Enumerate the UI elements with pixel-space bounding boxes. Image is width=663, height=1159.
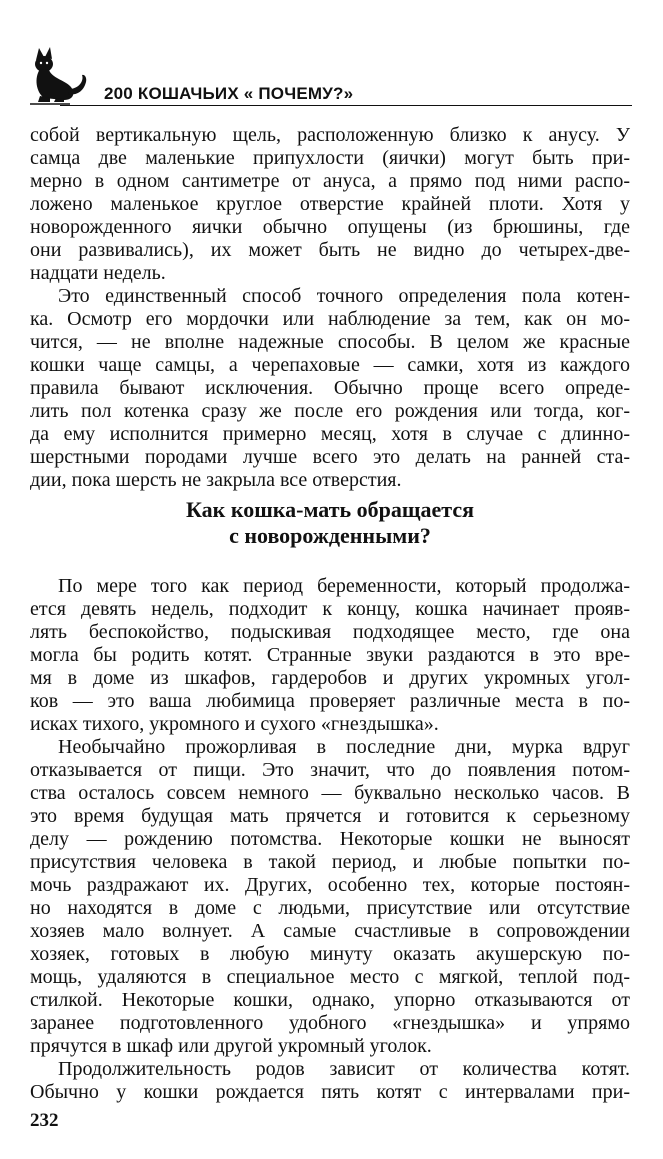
text-line: правила бывают исключения. Обычно проще всего опреде-	[30, 377, 630, 399]
text-line: самца две маленькие припухлости (яички) могут быть при-	[30, 147, 630, 169]
text-line: они развивались), их может быть не видно до четырех-две-	[30, 239, 630, 261]
paragraph	[30, 1058, 630, 1104]
text-line: стилкой. Некоторые кошки, однако, упорно отказываются от	[30, 989, 630, 1011]
section-heading	[30, 497, 630, 549]
text-line: лить пол котенка сразу же после его рождения или тогда, ког-	[30, 400, 630, 422]
text-line: надцати недель.	[30, 262, 166, 284]
text-line: новорожденного яички обычно опущены (из брюшины, где	[30, 216, 630, 238]
text-line: Обычно у кошки рождается пять котят с интервалами при-	[30, 1081, 630, 1103]
paragraph	[30, 736, 630, 1058]
text-line: лять беспокойство, подыскивая подходящее место, где она	[30, 621, 630, 643]
text-line: прячутся в шкаф или другой укромный уголок.	[30, 1035, 432, 1057]
text-line: шерстными породами лучше всего это делать на ранней ста-	[30, 446, 630, 468]
section-heading-line: Как кошка-мать обращается	[186, 497, 474, 522]
text-line: мя в доме из шкафов, гардеробов и других укромных угол-	[30, 667, 630, 689]
text-line: ков — это ваша любимица проверяет различные места в по-	[30, 690, 630, 712]
text-line: да ему исполнится примерно месяц, хотя в случае с длинно-	[30, 423, 630, 445]
paragraph	[30, 575, 630, 736]
running-header	[30, 42, 632, 108]
paragraph	[30, 124, 630, 285]
text-line: хозяев мало волнует. А самые счастливые в сопровождении	[30, 920, 630, 942]
text-line: но находятся в доме с людьми, присутствие или отсутствие	[30, 897, 630, 919]
text-line: заранее подготовленного удобного «гнездышка» и упрямо	[30, 1012, 630, 1034]
text-line: Продолжительность родов зависит от количества котят.	[58, 1058, 630, 1080]
running-title: 200 КОШАЧЬИХ « ПОЧЕМУ?»	[104, 84, 354, 103]
text-block-bottom	[30, 575, 630, 1104]
text-line: это время будущая мать прячется и готовится к серьезному	[30, 805, 630, 827]
text-line: мочь раздражают их. Других, особенно тех, которые постоян-	[30, 874, 630, 896]
text-line: присутствия человека в такой период, и любые попытки по-	[30, 851, 630, 873]
text-line: мерно в одном сантиметре от ануса, а прямо под ними распо-	[30, 170, 630, 192]
cat-silhouette-icon	[30, 44, 90, 106]
text-line: дии, пока шерсть не закрыла все отверстия.	[30, 469, 402, 491]
page-number: 232	[30, 1110, 59, 1131]
section-heading-line: с новорожденными?	[229, 523, 431, 548]
text-line: делу — рождению потомства. Некоторые кошки не выносят	[30, 828, 630, 850]
text-line: ка. Осмотр его мордочки или наблюдение за тем, как он мо-	[30, 308, 630, 330]
text-line: могла бы родить котят. Странные звуки раздаются в это вре-	[30, 644, 630, 666]
text-line: Это единственный способ точного определения пола котен-	[58, 285, 630, 307]
text-line: хозяек, готовых в любую минуту оказать акушерскую по-	[30, 943, 630, 965]
text-line: По мере того как период беременности, который продолжа-	[58, 575, 630, 597]
text-line: ложено маленькое круглое отверстие крайней плоти. Хотя у	[30, 193, 630, 215]
text-block-top	[30, 124, 630, 492]
text-line: ется девять недель, подходит к концу, кошка начинает прояв-	[30, 598, 630, 620]
text-line: Необычайно прожорливая в последние дни, мурка вдруг	[58, 736, 630, 758]
text-line: исках тихого, укромного и сухого «гнездышка».	[30, 713, 439, 735]
text-line: отказывается от пищи. Это значит, что до появления потом-	[30, 759, 630, 781]
text-line: мощь, удаляются в специальное место с мягкой, теплой под-	[30, 966, 630, 988]
text-line: собой вертикальную щель, расположенную близко к анусу. У	[30, 124, 630, 146]
text-line: ства осталось совсем немного — буквально несколько часов. В	[30, 782, 630, 804]
paragraph	[30, 285, 630, 492]
text-line: кошки чаще самцы, а черепаховые — самки, хотя из каждого	[30, 354, 630, 376]
text-line: чится, — не вполне надежные способы. В целом же красные	[30, 331, 630, 353]
header-rule	[60, 105, 632, 106]
